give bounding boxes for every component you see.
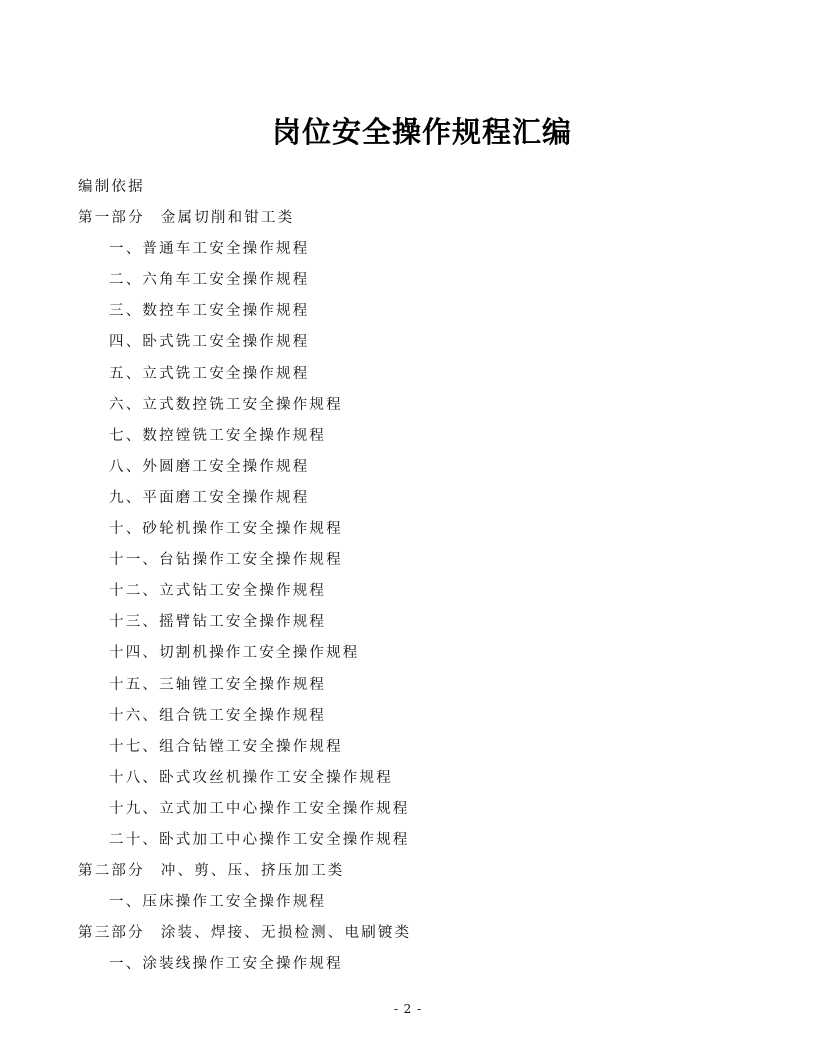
part-number: 第三部分 (78, 925, 145, 942)
part-number: 第一部分 (78, 210, 145, 227)
toc-item: 十四、切割机操作工安全操作规程 (109, 645, 360, 662)
toc-item: 十二、立式钻工安全操作规程 (109, 583, 327, 600)
toc-item-basis: 编制依据 (78, 179, 145, 195)
toc-item: 二、六角车工安全操作规程 (109, 272, 310, 289)
toc-item: 十一、台钻操作工安全操作规程 (109, 552, 343, 569)
toc-item: 十、砂轮机操作工安全操作规程 (109, 521, 343, 538)
toc-item: 九、平面磨工安全操作规程 (109, 489, 310, 506)
toc-item: 十六、组合铣工安全操作规程 (109, 707, 327, 724)
document-title: 岗位安全操作规程汇编 (271, 115, 572, 149)
toc-item: 十九、立式加工中心操作工安全操作规程 (109, 800, 410, 817)
toc-item: 十七、组合钻镗工安全操作规程 (109, 738, 343, 755)
toc-item: 六、立式数控铣工安全操作规程 (109, 396, 343, 413)
toc-item: 一、压床操作工安全操作规程 (109, 894, 327, 911)
toc-item: 一、普通车工安全操作规程 (109, 241, 310, 258)
toc-item: 五、立式铣工安全操作规程 (109, 365, 310, 382)
part-title: 冲、剪、压、挤压加工类 (160, 863, 345, 880)
toc-item: 十八、卧式攻丝机操作工安全操作规程 (109, 769, 393, 786)
table-of-contents (78, 172, 738, 980)
toc-item: 十三、摇臂钻工安全操作规程 (109, 614, 327, 631)
toc-part-heading (78, 918, 738, 949)
part-number: 第二部分 (78, 863, 145, 880)
toc-item: 二十、卧式加工中心操作工安全操作规程 (109, 831, 410, 848)
toc-part-heading (78, 203, 738, 234)
part-title: 涂装、焊接、无损检测、电刷镀类 (160, 925, 412, 942)
page-number: - 2 - (393, 1002, 423, 1016)
toc-item: 三、数控车工安全操作规程 (109, 303, 310, 320)
toc-item: 四、卧式铣工安全操作规程 (109, 334, 310, 351)
part-title: 金属切削和钳工类 (160, 210, 295, 227)
toc-item: 一、涂装线操作工安全操作规程 (109, 956, 343, 973)
toc-item: 八、外圆磨工安全操作规程 (109, 458, 310, 475)
toc-part-heading (78, 856, 738, 887)
toc-item: 十五、三轴镗工安全操作规程 (109, 676, 327, 693)
toc-item: 七、数控镗铣工安全操作规程 (109, 427, 327, 444)
